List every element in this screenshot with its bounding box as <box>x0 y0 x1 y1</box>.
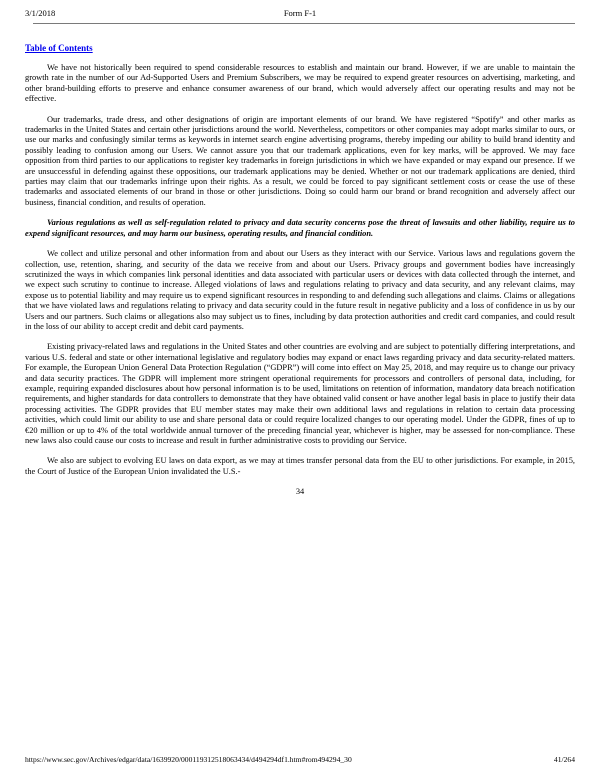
source-url: https://www.sec.gov/Archives/edgar/data/1639920/000119312518063434/d494294df1.htm#rom494294_30 <box>25 755 352 764</box>
body-paragraph: We collect and utilize personal and other information from and about our Users as they interact with our Service. Various laws and regulations govern the collection, use, retention, sharing, and security of the data we receive from and about our Users. Privacy groups and government bodies have increasingly scrutinized the ways in which companies link personal identities and data associated with particular users or devices with data collected through the internet, and we expect such scrutiny to continue to increase. Alleged violations of laws and regulations relating to privacy and data security, and any relevant claims, may expose us to potential liability and may require us to expend significant resources in responding to and defending such allegations and claims. Claims or allegations that we have violated laws and regulations relating to privacy and data security could in the future result in negative publicity and a loss of confidence in us by our Users and our partners. Such claims or allegations also may subject us to fines, including by data protection authorities and credit card companies, and could result in the loss of our ability to accept credit and debit card payments. <box>25 249 575 331</box>
print-footer <box>0 755 600 764</box>
body-paragraph: We also are subject to evolving EU laws on data export, as we may at times transfer personal data from the EU to other jurisdictions. For example, in 2015, the Court of Justice of the European Union invalidated the U.S.- <box>25 456 575 476</box>
print-header <box>0 0 600 18</box>
body-paragraph: Existing privacy-related laws and regulations in the United States and other countries are evolving and are subject to potentially differing interpretations, and various U.S. federal and state or other international legislative and regulatory bodies may expand or enact laws regarding privacy and data security-related matters. For example, the European Union General Data Protection Regulation (“GDPR”) will come into effect on May 25, 2018, and may require us to change our privacy and data security practices. The GDPR will implement more stringent operational requirements for processors and controllers of personal data, including, for example, requiring expanded disclosures about how personal information is to be used, limitations on retention of information, mandatory data breach notification requirements, and higher standards for data controllers to demonstrate that they have obtained valid consent or have another legal basis in place to justify their data processing activities. The GDPR provides that EU member states may make their own additional laws and regulations in relation to certain data processing activities, which could limit our ability to use and share personal data or could require localized changes to our operating model. Under the GDPR, fines of up to €20 million or up to 4% of the total worldwide annual turnover of the preceding financial year, whichever is higher, may be assessed for non-compliance. These new laws also could cause our costs to increase and result in further administrative costs to providing our Service. <box>25 342 575 445</box>
print-date: 3/1/2018 <box>25 8 56 18</box>
page-indicator: 41/264 <box>553 755 575 764</box>
table-of-contents-link[interactable]: Table of Contents <box>25 43 93 53</box>
body-paragraph: Our trademarks, trade dress, and other designations of origin are important elements of our brand. We have registered “Spotify” and other marks as trademarks in the United States and certain other jurisdictions around the world. Nevertheless, competitors or other companies may adopt marks similar to ours, or use our marks and confusingly similar terms as keywords in internet search engine advertising programs, thereby impeding our ability to build brand identity and possibly leading to confusion among our Users. We cannot assure you that our trademark applications, even for key marks, will be approved. We may face opposition from third parties to our applications to register key trademarks in foreign jurisdictions in which we have expanded or may expand our presence. If we are unsuccessful in defending against these oppositions, our trademark applications may be denied. Whether or not our trademark applications are denied, third parties may claim that our trademarks infringe upon their rights. As a result, we could be forced to pay significant settlement costs or cease the use of these trademarks and associated elements of our brand in those or other jurisdictions. Doing so could harm our brand or brand recognition and adversely affect our business, financial condition, and results of operation. <box>25 114 575 207</box>
page-number: 34 <box>295 487 305 497</box>
document-title: Form F-1 <box>283 8 317 18</box>
body-paragraph: We have not historically been required to spend considerable resources to establish and maintain our brand. However, if we are unable to maintain the growth rate in the number of our Ad-Supported Users and Premium Subscribers, we may be required to expend greater resources on advertising, marketing, and other brand-building efforts to preserve and enhance consumer awareness of our brand, which would adversely affect our operating results and may not be effective. <box>25 63 575 104</box>
document-paragraphs <box>25 63 575 477</box>
document-body <box>0 24 600 496</box>
risk-factor-heading: Various regulations as well as self-regulation related to privacy and data security concerns pose the threat of lawsuits and other liability, require us to expend significant resources, and may harm our business, operating results, and financial condition. <box>25 218 575 238</box>
